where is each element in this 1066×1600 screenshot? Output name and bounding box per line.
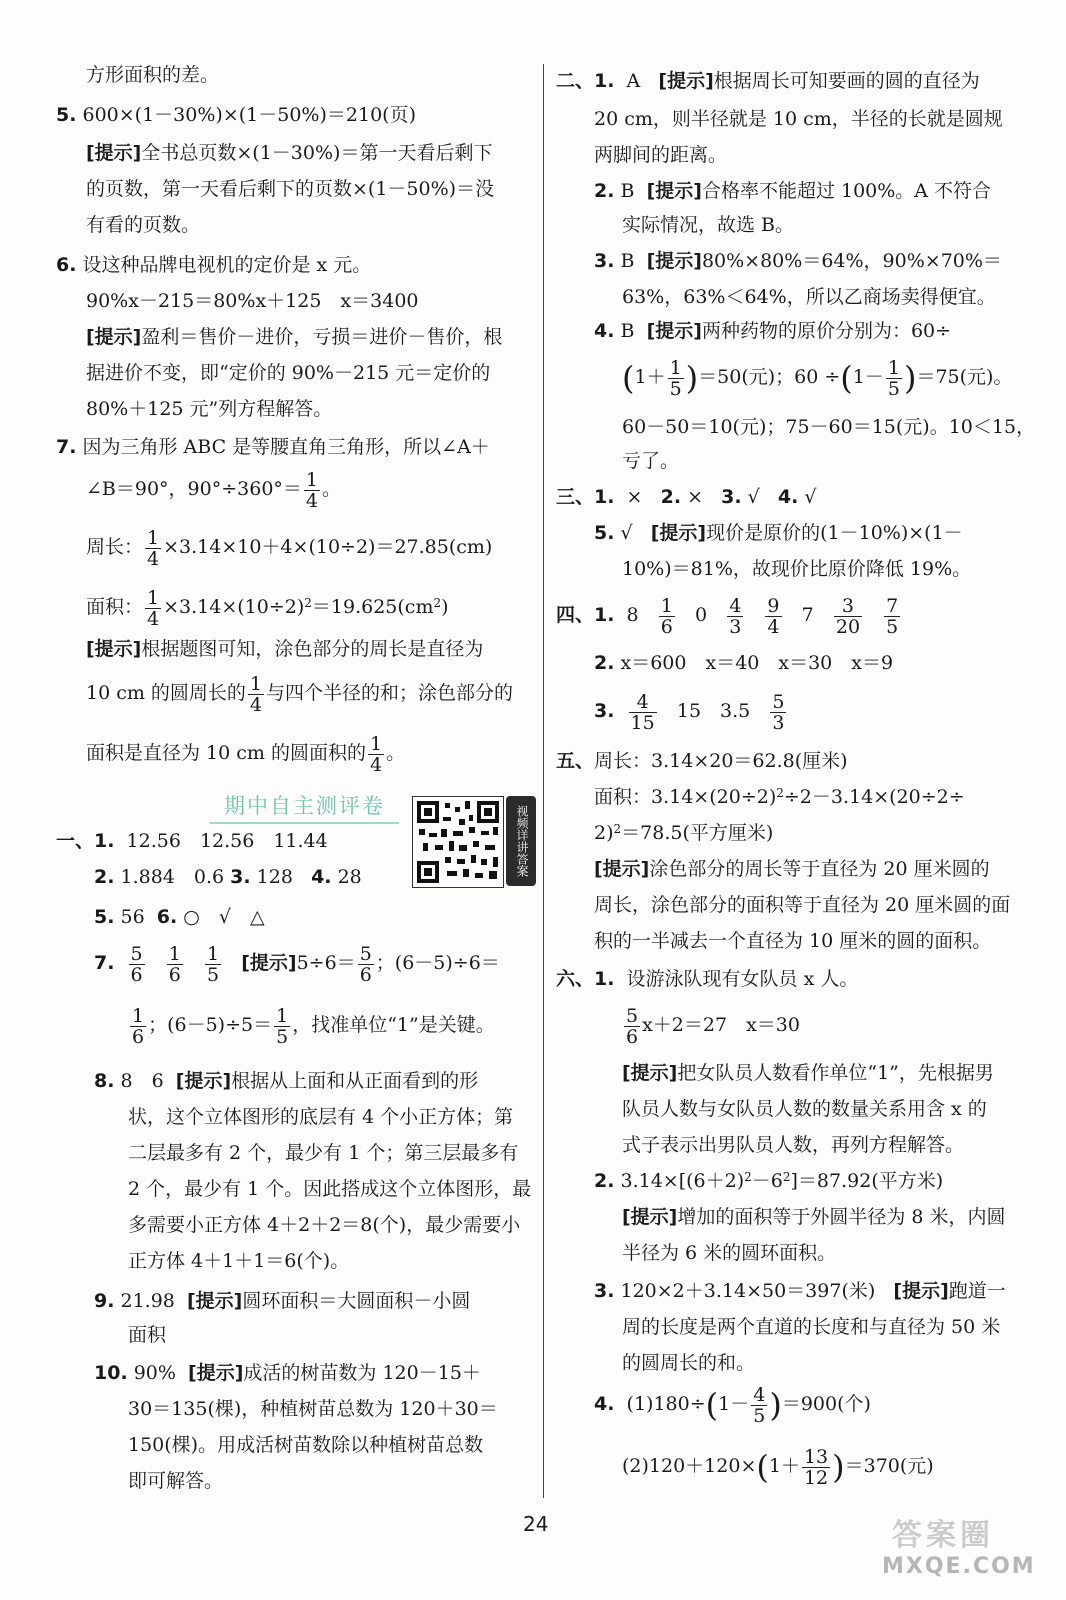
text-line: 面积 [128,1324,167,1346]
fraction-1-5: $\frac{1}{5}$ [669,356,682,400]
hint-line: [提示]全书总页数×(1－30%)＝第一天看后剩下 [86,142,493,164]
fraction-1-4: $\frac{1}{4}$ [369,732,383,776]
section4-q2: 2. x＝600 x＝40 x＝30 x＝9 [594,652,894,674]
section1-q8: 8. 8 6 [提示]根据从上面和从正面看到的形 [94,1070,479,1092]
fraction-1-6: $\frac{1}{6}$ [660,594,673,638]
text-line: 63%，63%＜64%，所以乙商场卖得便宜。 [622,286,996,308]
equation: 90%x－215＝80%x＋125 x＝3400 [86,290,419,312]
fraction-1-5: $\frac{1}{5}$ [276,1004,289,1048]
text-line: 多需要小正方体 4＋2＋2＝8(个)，最少需要小 [128,1214,521,1236]
fraction-4-15: $\frac{4}{15}$ [630,690,655,734]
text-line: 10 cm 的圆周长的 $\frac{1}{4}$ 与四个半径的和；涂色部分的 [86,672,514,716]
hint-line: [提示]增加的面积等于外圆半径为 8 米，内圆 [622,1206,1006,1228]
fraction-1-5: $\frac{1}{5}$ [206,942,220,986]
section2-q2: 2. B [提示]合格率不能超过 100%。A 不符合 [594,180,992,202]
section4-q1: 四、1. 8 $\frac{1}{6}$ 0 $\frac{4}{3}$ $\frac{9}{4}$ 7 $\frac{3}{20}$ $\frac{7}{5}$ [556,594,899,638]
section5-perimeter: 五、周长：3.14×20＝62.8(厘米) [556,750,848,772]
section4-q3: 3. $\frac{4}{15}$ 15 3.5 $\frac{5}{3}$ [594,690,785,734]
text-line: 80%＋125 元”列方程解答。 [86,398,333,420]
qr-label: 视频详讲答案 [506,796,536,886]
text-line: 亏了。 [622,450,680,472]
fraction-7-5: $\frac{7}{5}$ [886,594,899,638]
text-line: (1＋ $\frac{1}{5}$ )＝50(元)；60 ÷(1－ $\frac{1}{5}$ )＝75(元)。 [622,356,1013,400]
text-line: 20 cm，则半径就是 10 cm，半径的长就是圆规 [594,108,1003,130]
fraction-5-6: $\frac{5}{6}$ [626,1004,639,1048]
text-line: 有看的页数。 [86,214,201,236]
text-line: 方形面积的差。 [86,64,220,86]
fraction-3-20: $\frac{3}{20}$ [835,594,861,638]
fraction-9-4: $\frac{9}{4}$ [767,594,780,638]
text-line: 面积是直径为 10 cm 的圆面积的 $\frac{1}{4}$ 。 [86,732,406,776]
text-line: 半径为 6 米的圆环面积。 [622,1242,837,1264]
section6-q3: 3. 120×2＋3.14×50＝397(米) [提示]跑道一 [594,1280,1006,1302]
section2-q1: 二、1. A [提示]根据周长可知要画的圆的直径为 [556,70,980,92]
fraction-5-6: $\frac{5}{6}$ [130,942,143,986]
question-5: 5. 600×(1－30%)×(1－50%)＝210(页) [56,104,416,126]
section1-q2-4: 2. 1.884 0.6 3. 128 4. 28 [94,866,362,888]
text-line: 的圆周长的和。 [622,1352,756,1374]
equation: $\frac{5}{6}$ x＋2＝27 x＝30 [626,1004,800,1048]
hint-line: [提示]涂色部分的周长等于直径为 20 厘米圆的 [594,858,990,880]
page-number: 24 [523,1512,549,1536]
question-7: 7. 因为三角形 ABC 是等腰直角三角形，所以∠A＋ [56,436,490,458]
text-line: 积的一半减去一个直径为 10 厘米的圆的面积。 [594,930,992,952]
section1-q7: 7. $\frac{5}{6}$ $\frac{1}{6}$ $\frac{1}{5}$ [提示]5÷6＝ $\frac{5}{6}$ ；(6－5)÷6＝ [94,942,500,986]
text-line: 周长，涂色部分的面积等于直径为 20 厘米圆的面 [594,894,1011,916]
text-line: 10%)＝81%，故现价比原价降低 19%。 [622,558,972,580]
text-line: 2 个，最少有 1 个。因此搭成这个立体图形，最 [128,1178,532,1200]
perimeter-line: 周长： $\frac{1}{4}$ ×3.14×10＋4×(10÷2)＝27.85(cm) [86,526,493,570]
text-line: 即可解答。 [128,1470,224,1492]
section1-q10: 10. 90% [提示]成活的树苗数为 120－15＋ [94,1362,481,1384]
qr-code-icon[interactable] [412,796,504,888]
section1-q9: 9. 21.98 [提示]圆环面积＝大圆面积－小圆 [94,1290,471,1312]
section6-q2: 2. $3.14\times[(6+2)^2-6^2]=87.92$(平方米) [594,1170,944,1192]
watermark-logo: 答案圈 MXQE.COM [882,1518,1036,1579]
fraction-1-6: $\frac{1}{6}$ [132,1004,145,1048]
text-line: 60－50＝10(元)；75－60＝15(元)。10＜15， [622,416,1036,438]
section1-q1: 一、1. 12.56 12.56 11.44 [56,830,328,852]
section2-q4: 4. B [提示]两种药物的原价分别为：60÷ [594,320,952,342]
text-line: 队员人数与女队员人数的数量关系用含 x 的 [622,1098,987,1120]
section6-q4-1: 4. (1)180÷(1－ $\frac{4}{5}$ )＝900(个) [594,1383,871,1427]
text-line: 正方体 4＋1＋1＝6(个)。 [128,1250,350,1272]
section-title: 期中自主测评卷 [210,790,399,824]
hint-line: [提示]盈利＝售价－进价，亏损＝进价－售价，根 [86,326,503,348]
text-line: 两脚间的距离。 [594,144,728,166]
text-line: 2)$^2$＝78.5(平方厘米) [594,822,774,844]
section5-area: 面积：$3.14\times(20\div 2)^2\div 2-3.14\times(20\div 2\div$ [594,786,965,808]
text-line: 的页数，第一天看后剩下的页数×(1－50%)＝没 [86,178,495,200]
fraction-1-6: $\frac{1}{6}$ [168,942,181,986]
fraction-13-12: $\frac{13}{12}$ [803,1445,829,1489]
fraction-1-4: $\frac{1}{4}$ [305,468,319,512]
text-line: 实际情况，故选 B。 [622,214,795,236]
text-line: $\frac{1}{6}$ ；(6－5)÷5＝ $\frac{1}{5}$ ，找准单位“1”是关键。 [132,1004,495,1048]
text-line: 二层最多有 2 个，最少有 1 个；第三层最多有 [128,1142,519,1164]
text-line: 150(棵)。用成活树苗数除以种植树苗总数 [128,1434,484,1456]
hint-line: [提示]把女队员人数看作单位“1”，先根据男 [622,1062,994,1084]
fraction-4-5: $\frac{4}{5}$ [753,1383,766,1427]
fraction-1-4: $\frac{1}{4}$ [147,526,160,570]
section1-q5-6: 5. 56 6. ○ √ △ [94,906,265,928]
fraction-5-6: $\frac{5}{6}$ [359,942,372,986]
section3-q1-4: 三、1. × 2. × 3. √ 4. √ [556,486,817,508]
section6-q4-2: (2)120＋120×(1＋ $\frac{13}{12}$ )＝370(元) [622,1445,934,1489]
fraction-5-3: $\frac{5}{3}$ [772,690,785,734]
text-line: 据进价不变，即“定价的 90%－215 元＝定价的 [86,362,491,384]
section2-q3: 3. B [提示]80%×80%＝64%，90%×70%＝ [594,250,1002,272]
text-line: 周的长度是两个直道的长度和与直径为 50 米 [622,1316,1001,1338]
section6-q1: 六、1. 设游泳队现有女队员 x 人。 [556,968,859,990]
fraction-4-3: $\frac{4}{3}$ [729,594,742,638]
fraction-1-4: $\frac{1}{4}$ [249,672,263,716]
text-line: 式子表示出男队员人数，再列方程解答。 [622,1134,965,1156]
column-divider [543,64,544,1498]
text-line: 状，这个立体图形的底层有 4 个小正方体；第 [128,1106,514,1128]
area-line: 面积： $\frac{1}{4}$ $\times 3.14\times(10\div 2)^2=19.625(cm^2)$ [86,586,449,630]
fraction-1-4: $\frac{1}{4}$ [147,586,160,630]
text-line: 30＝135(棵)，种植树苗总数为 120＋30＝ [128,1398,498,1420]
text-line: ∠B＝90°，90°÷360°＝ $\frac{1}{4}$ 。 [86,468,342,512]
fraction-1-5: $\frac{1}{5}$ [887,356,900,400]
section3-q5: 5. √ [提示]现价是原价的(1－10%)×(1－ [594,522,963,544]
hint-line: [提示]根据题图可知，涂色部分的周长是直径为 [86,638,484,660]
question-6: 6. 设这种品牌电视机的定价是 x 元。 [56,254,372,276]
